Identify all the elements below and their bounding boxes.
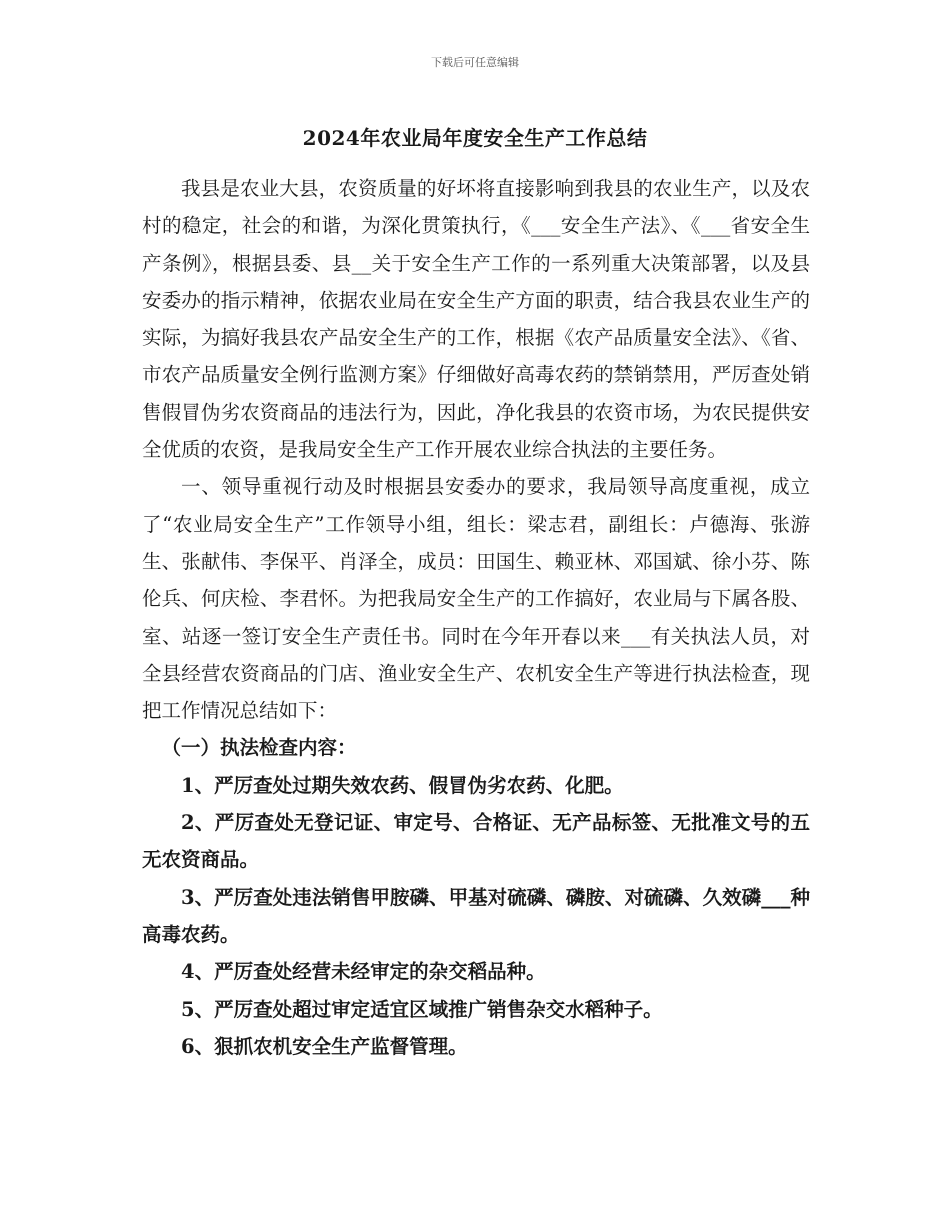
list-item: 2、严厉查处无登记证、审定号、合格证、无产品标签、无批准文号的五无农资商品。 bbox=[142, 811, 810, 872]
section-heading: （一）执法检查内容： bbox=[161, 736, 357, 760]
list-item: 5、严厉查处超过审定适宜区域推广销售杂交水稻种子。 bbox=[181, 997, 663, 1021]
list-item: 6、狠抓农机安全生产监督管理。 bbox=[181, 1034, 468, 1058]
page-header-note: 下载后可任意编辑 bbox=[431, 56, 519, 69]
paragraph-intro: 我县是农业大县，农资质量的好坏将直接影响到我县的农业生产，以及农村的稳定，社会的和谐，为深化贯策执行，《___安全生产法》、《___省安全生产条例》，根据县委、县__关于安全生产工作的一系列重大决策部署，以及县安委办的指示精神，依据农业局在安全生产方面的职责，结合我县农业生产的实际，为搞好我县农产品安全生产的工作，根据《农产品质量安全法》、《省、市农产品质量安全例行监测方案》仔细做好高毒农药的禁销禁用，严厉查处销售假冒伪劣农资商品的违法行为，因此，净化我县的农资市场，为农民提供安全优质的农资，是我局安全生产工作开展农业综合执法的主要任务。 bbox=[142, 177, 810, 462]
document-title: 2024年农业局年度安全生产工作总结 bbox=[302, 126, 648, 150]
list-item: 1、严厉查处过期失效农药、假冒伪劣农药、化肥。 bbox=[181, 773, 624, 797]
document-body bbox=[142, 170, 810, 1065]
list-item: 3、严厉查处违法销售甲胺磷、甲基对硫磷、磷胺、对硫磷、久效磷___种高毒农药。 bbox=[142, 885, 810, 946]
list-item: 4、严厉查处经营未经审定的杂交稻品种。 bbox=[181, 960, 546, 984]
paragraph-leadership: 一、领导重视行动及时根据县安委办的要求，我局领导高度重视，成立了“农业局安全生产”工作领导小组，组长：梁志君，副组长：卢德海、张游生、张献伟、李保平、肖泽全，成员：田国生、赖亚林、邓国斌、徐小芬、陈伦兵、何庆检、李君怀。为把我局安全生产的工作搞好，农业局与下属各股、室、站逐一签订安全生产责任书。同时在今年开春以来___有关执法人员，对全县经营农资商品的门店、渔业安全生产、农机安全生产等进行执法检查，现把工作情况总结如下： bbox=[142, 475, 810, 723]
